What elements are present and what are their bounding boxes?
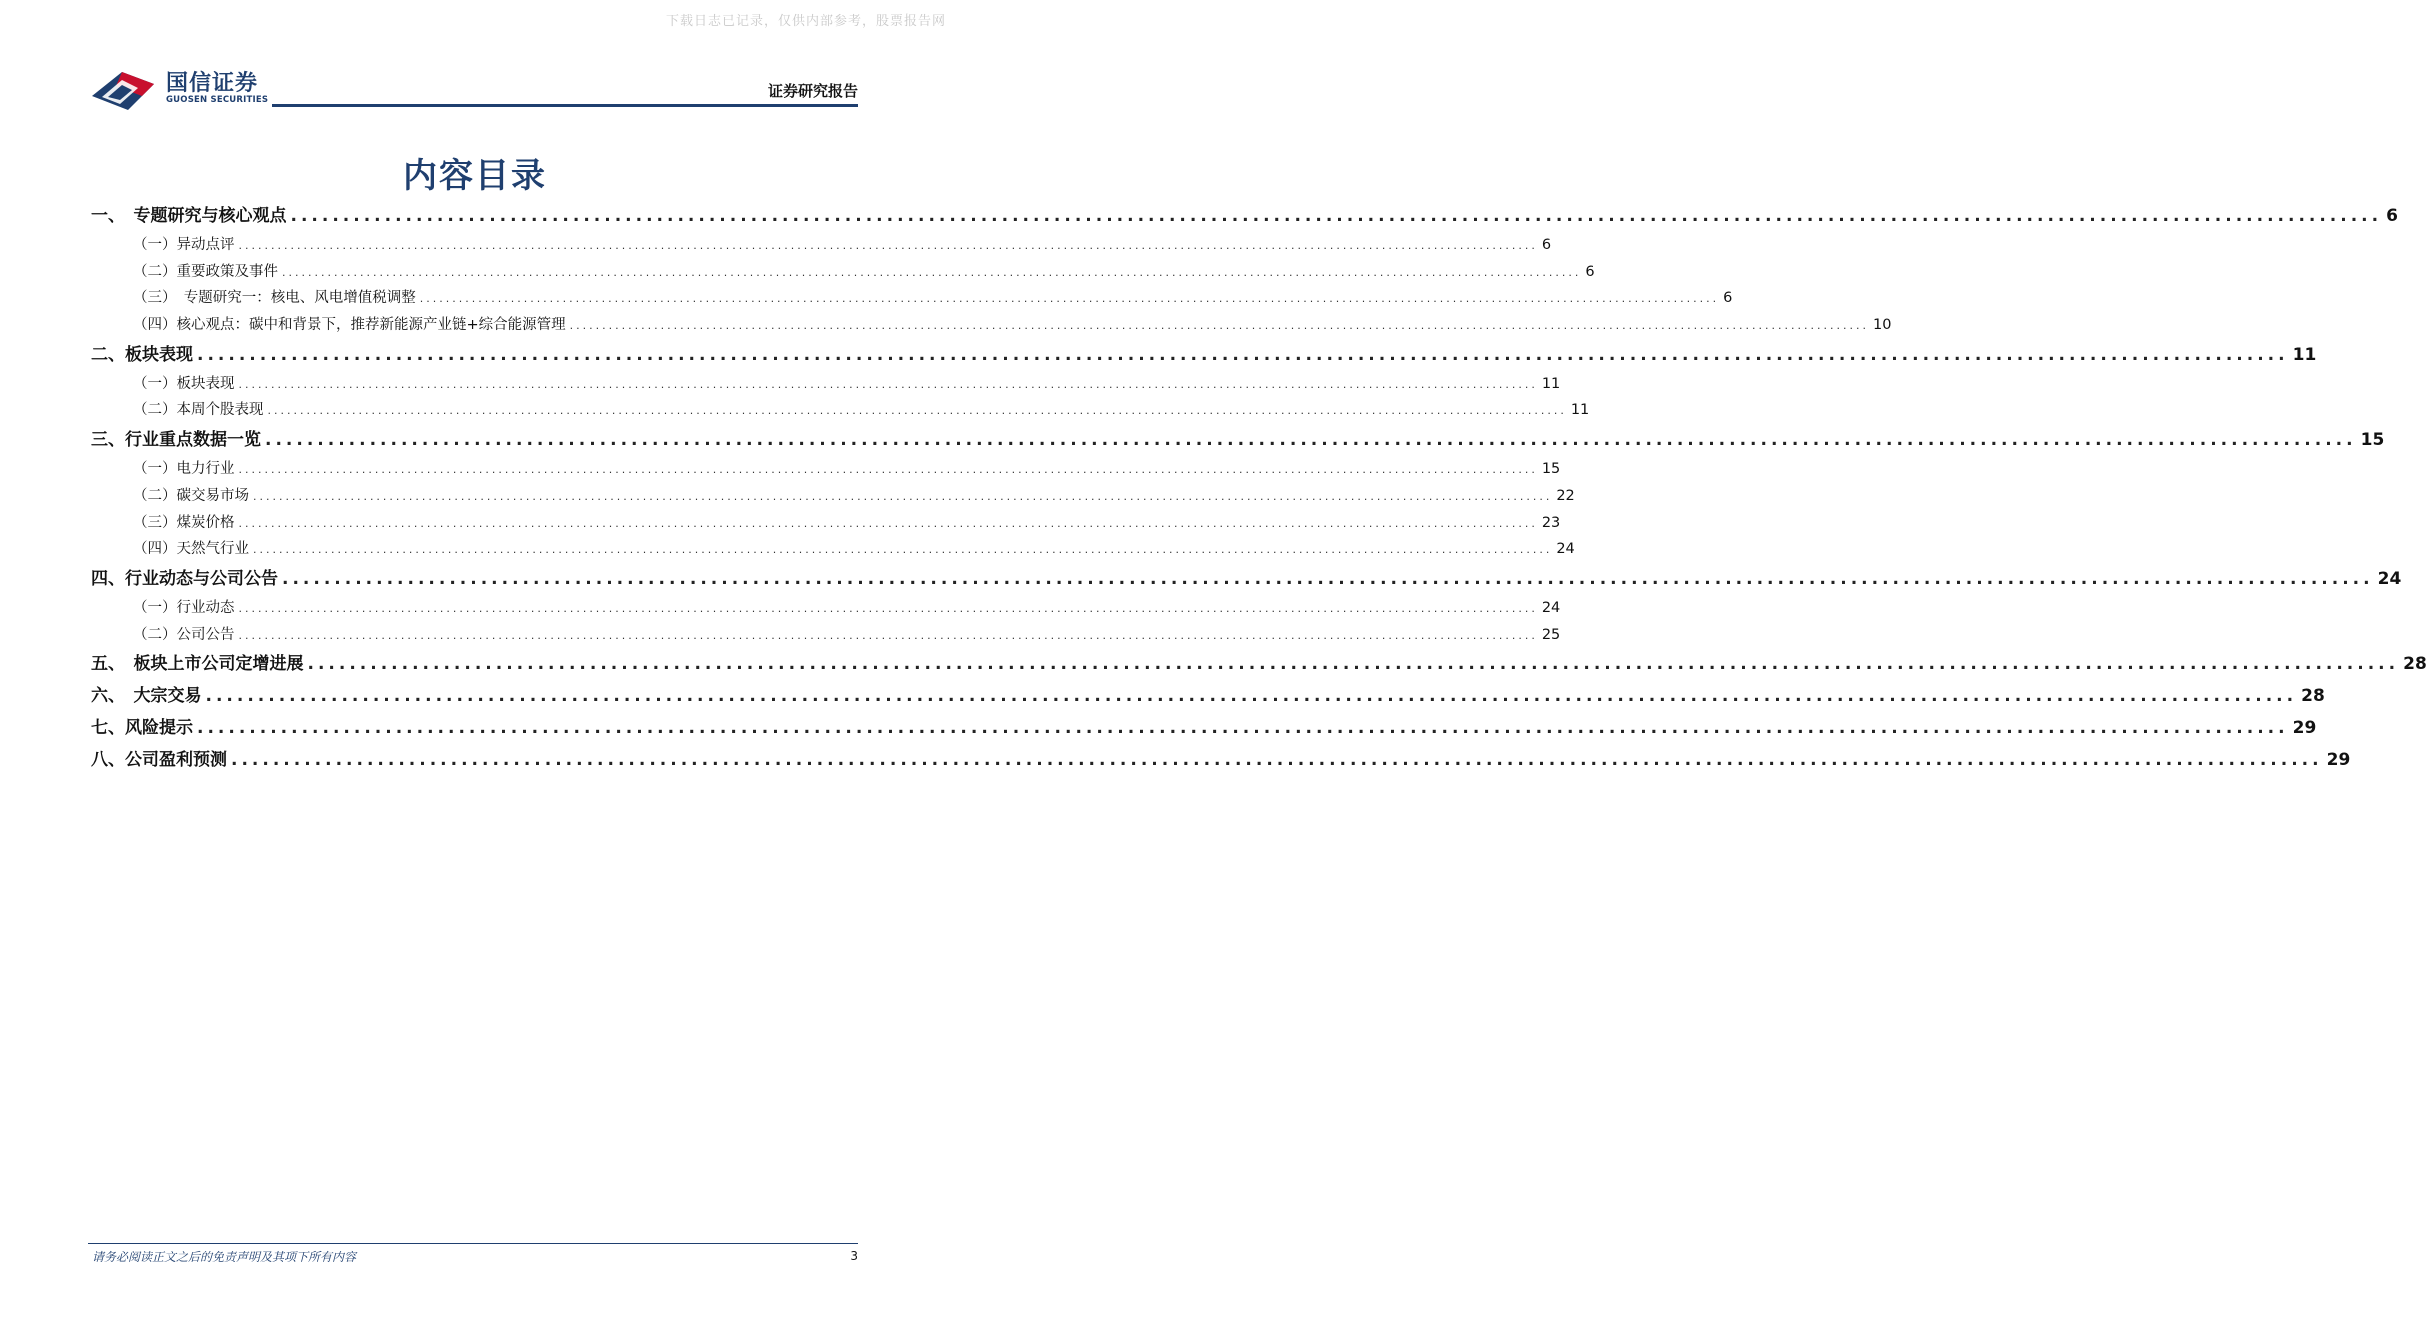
toc-dot-leader: ........................................................................................................................................................................................................	[265, 430, 2357, 451]
toc-subsection-entry[interactable]	[91, 456, 1561, 483]
toc-dot-leader: ........................................................................................................................................................................................................	[282, 568, 2374, 589]
toc-entry-title: 二、板块表现	[91, 344, 193, 365]
guosen-logo	[92, 66, 292, 112]
toc-entry-page: 24	[1556, 541, 1575, 558]
toc-subsection-entry[interactable]	[91, 483, 1575, 510]
toc-dot-leader: ........................................................................................................................................................................................................	[238, 377, 1538, 391]
toc-section-entry[interactable]	[91, 648, 2427, 680]
toc-entry-title: （二）重要政策及事件	[133, 263, 278, 280]
toc-dot-leader: ........................................................................................................................................................................................................	[238, 601, 1538, 615]
toc-entry-page: 6	[1585, 263, 1595, 280]
toc-section-entry[interactable]	[91, 680, 2325, 712]
toc-dot-leader: ........................................................................................................................................................................................................	[238, 239, 1538, 252]
toc-subsection-entry[interactable]	[91, 285, 1733, 312]
logo-chinese-name: 国信证券	[166, 71, 259, 96]
toc-dot-leader: ........................................................................................................................................................................................................	[197, 344, 2289, 365]
watermark-text: 下载日志已记录，仅供内部参考，股票报告网	[665, 14, 946, 29]
toc-dot-leader: ........................................................................................................................................................................................................	[205, 686, 2298, 707]
toc-dot-leader: ........................................................................................................................................................................................................	[307, 654, 2400, 675]
toc-subsection-entry[interactable]	[91, 510, 1561, 537]
toc-entry-page: 10	[1872, 317, 1892, 334]
toc-entry-title: （二）本周个股表现	[133, 402, 264, 419]
toc-dot-leader: ........................................................................................................................................................................................................	[253, 543, 1553, 557]
toc-entry-title: （三）煤炭价格	[133, 514, 235, 531]
toc-entry-title: 八、公司盈利预测	[91, 750, 227, 771]
toc-entry-title: （四）核心观点：碳中和背景下，推荐新能源产业链+综合能源管理	[133, 317, 566, 334]
toc-dot-leader: ........................................................................................................................................................................................................	[238, 463, 1538, 477]
toc-entry-page: 25	[1541, 626, 1561, 643]
toc-entry-title: （三） 专题研究一：核电、风电增值税调整	[133, 290, 416, 307]
toc-entry-page: 22	[1556, 487, 1575, 504]
toc-entry-page: 23	[1541, 514, 1561, 531]
toc-dot-leader: ........................................................................................................................................................................................................	[282, 265, 1582, 279]
toc-section-entry[interactable]	[91, 424, 2385, 456]
toc-subsection-entry[interactable]	[91, 536, 1575, 563]
toc-entry-page: 29	[2292, 718, 2317, 739]
toc-entry-page: 11	[1541, 375, 1561, 392]
toc-entry-title: 五、 板块上市公司定增进展	[91, 654, 304, 675]
toc-entry-title: （一）板块表现	[133, 375, 235, 392]
toc-dot-leader: ........................................................................................................................................................................................................	[238, 516, 1538, 530]
toc-subsection-entry[interactable]	[91, 259, 1595, 286]
toc-entry-title: （一）电力行业	[133, 461, 235, 478]
toc-dot-leader: ........................................................................................................................................................................................................	[197, 718, 2289, 739]
toc-dot-leader: ........................................................................................................................................................................................................	[267, 404, 1567, 418]
toc-entry-page: 24	[2377, 568, 2402, 589]
toc-entry-title: 四、行业动态与公司公告	[91, 568, 278, 589]
toc-section-entry[interactable]	[91, 563, 2402, 595]
toc-entry-page: 28	[2403, 654, 2427, 675]
toc-entry-page: 11	[2292, 344, 2317, 365]
toc-dot-leader: ........................................................................................................................................................................................................	[253, 489, 1553, 503]
report-type-label: 证券研究报告	[767, 82, 858, 100]
toc-section-entry[interactable]	[91, 339, 2317, 371]
toc-section-entry[interactable]	[91, 200, 2398, 232]
table-of-contents	[91, 200, 2427, 776]
footer-divider	[88, 1243, 858, 1244]
toc-entry-title: 六、 大宗交易	[91, 686, 202, 707]
page-number: 3	[850, 1249, 858, 1263]
toc-subsection-entry[interactable]	[91, 232, 1552, 259]
toc-entry-page: 24	[1541, 599, 1561, 616]
logo-english-name: GUOSEN SECURITIES	[166, 95, 269, 105]
toc-entry-title: （一）行业动态	[133, 599, 235, 616]
toc-entry-page: 28	[2301, 686, 2325, 707]
toc-title: 内容目录	[403, 156, 547, 196]
toc-dot-leader: ........................................................................................................................................................................................................	[231, 750, 2323, 771]
toc-entry-title: （一）异动点评	[133, 237, 235, 253]
toc-entry-page: 15	[1541, 461, 1561, 478]
footer-disclaimer: 请务必阅读正文之后的免责声明及其项下所有内容	[92, 1250, 357, 1264]
toc-entry-page: 6	[1541, 237, 1552, 253]
toc-entry-title: （二）碳交易市场	[133, 487, 249, 504]
toc-dot-leader: ........................................................................................................................................................................................................	[238, 628, 1538, 642]
toc-dot-leader: ........................................................................................................................................................................................................	[290, 206, 2383, 226]
toc-entry-page: 11	[1570, 402, 1590, 419]
toc-section-entry[interactable]	[91, 744, 2351, 776]
toc-entry-page: 29	[2326, 750, 2351, 771]
toc-section-entry[interactable]	[91, 712, 2317, 744]
toc-entry-title: （四）天然气行业	[133, 541, 249, 558]
guosen-logo-icon	[92, 66, 164, 112]
toc-subsection-entry[interactable]	[91, 397, 1590, 424]
toc-entry-title: （二）公司公告	[133, 626, 235, 643]
toc-dot-leader: ........................................................................................................................................................................................................	[419, 292, 1720, 306]
toc-entry-page: 6	[1723, 290, 1733, 307]
toc-entry-page: 6	[2386, 206, 2398, 226]
header-divider	[272, 104, 858, 107]
toc-entry-page: 15	[2360, 430, 2385, 451]
toc-entry-title: 三、行业重点数据一览	[91, 430, 261, 451]
toc-dot-leader: ........................................................................................................................................................................................................	[569, 319, 1869, 333]
toc-subsection-entry[interactable]	[91, 595, 1561, 622]
toc-subsection-entry[interactable]	[91, 622, 1561, 649]
toc-subsection-entry[interactable]	[91, 312, 1892, 339]
toc-entry-title: 七、风险提示	[91, 718, 193, 739]
toc-subsection-entry[interactable]	[91, 371, 1561, 398]
toc-entry-title: 一、 专题研究与核心观点	[91, 206, 287, 226]
